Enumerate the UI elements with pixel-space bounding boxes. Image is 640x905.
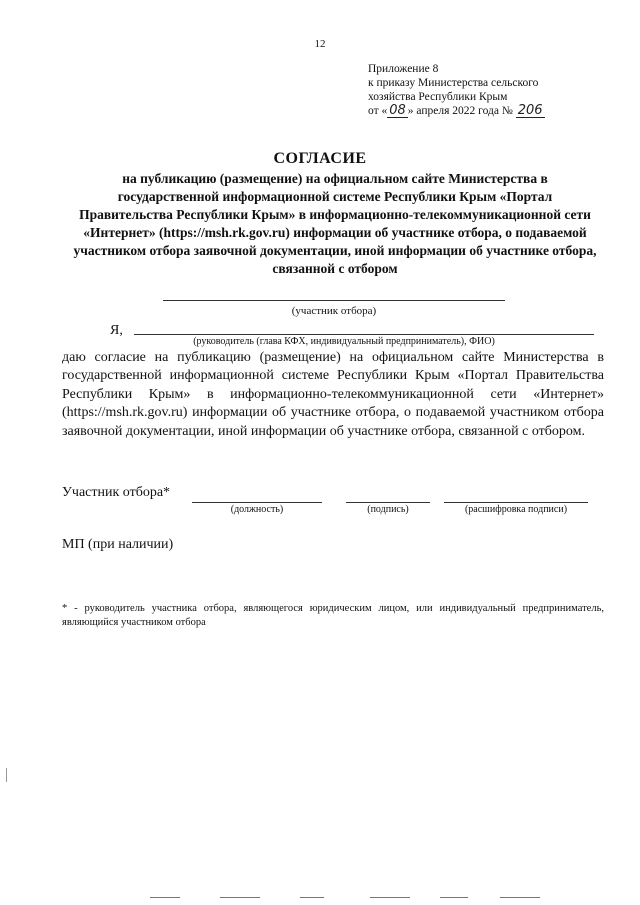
scan-edge-dash xyxy=(300,897,324,898)
handwritten-day: 08 xyxy=(389,103,406,118)
appendix-line-1: Приложение 8 xyxy=(368,63,439,75)
consent-body: даю согласие на публикацию (размещение) на официальном сайте Министерства в государственной информационной системе Республики Крым «Портал Правительства Республики Крым» в информационно-телекоммуникационной сети «Интернет» (https://msh.rk.gov.ru) информации об участнике отбора, о подаваемой участником отбора заявочной документации, иной информации об участнике отбора, связанной с отбором. xyxy=(62,350,604,439)
scan-edge-dash xyxy=(500,897,540,898)
date-middle: » апреля 2022 года № xyxy=(407,105,513,117)
appendix-header xyxy=(368,62,628,118)
document-subtitle: на публикацию (размещение) на официальном сайте Министерства в государственной информационной системе Республики Крым «Портал Правительства Республики Крым» в информационно-телекоммуникационной сети «Интернет» (https://msh.rk.gov.ru) информации об участнике отбора, о подаваемой участником отбора заявочной документации, иной информации об участнике отбора, связанной с отбором xyxy=(73,171,597,276)
scan-edge-dash xyxy=(150,897,180,898)
handwritten-order-number: 206 xyxy=(517,103,543,118)
decoding-line xyxy=(444,502,588,503)
appendix-date-line xyxy=(368,104,628,118)
document-title: СОГЛАСИЕ xyxy=(273,150,367,167)
head-caption: (руководитель (глава КФХ, индивидуальный предприниматель), ФИО) xyxy=(193,336,495,347)
stamp-label: МП (при наличии) xyxy=(62,537,174,552)
appendix-line-2: к приказу Министерства сельского xyxy=(368,77,539,89)
ya-label: Я, xyxy=(110,323,123,338)
date-prefix: от « xyxy=(368,105,388,117)
footnote: * - руководитель участника отбора, являющегося юридическим лицом, или индивидуальный предприниматель, являющийся участником отбора xyxy=(62,603,604,628)
participant-caption: (участник отбора) xyxy=(291,305,377,317)
decoding-caption: (расшифровка подписи) xyxy=(464,504,568,515)
signature-caption: (подпись) xyxy=(367,504,409,515)
participant-line xyxy=(163,300,505,301)
position-line xyxy=(192,502,322,503)
head-name-line xyxy=(134,334,594,335)
appendix-line-3: хозяйства Республики Крым xyxy=(368,91,508,103)
position-caption: (должность) xyxy=(230,504,284,515)
participant-signature-label: Участник отбора* xyxy=(62,485,171,500)
signature-line xyxy=(346,502,430,503)
scan-margin-mark xyxy=(6,768,7,782)
scan-edge-dash xyxy=(220,897,260,898)
page-number: 12 xyxy=(314,38,326,50)
scan-edge-dash xyxy=(370,897,410,898)
scan-edge-dash xyxy=(440,897,468,898)
